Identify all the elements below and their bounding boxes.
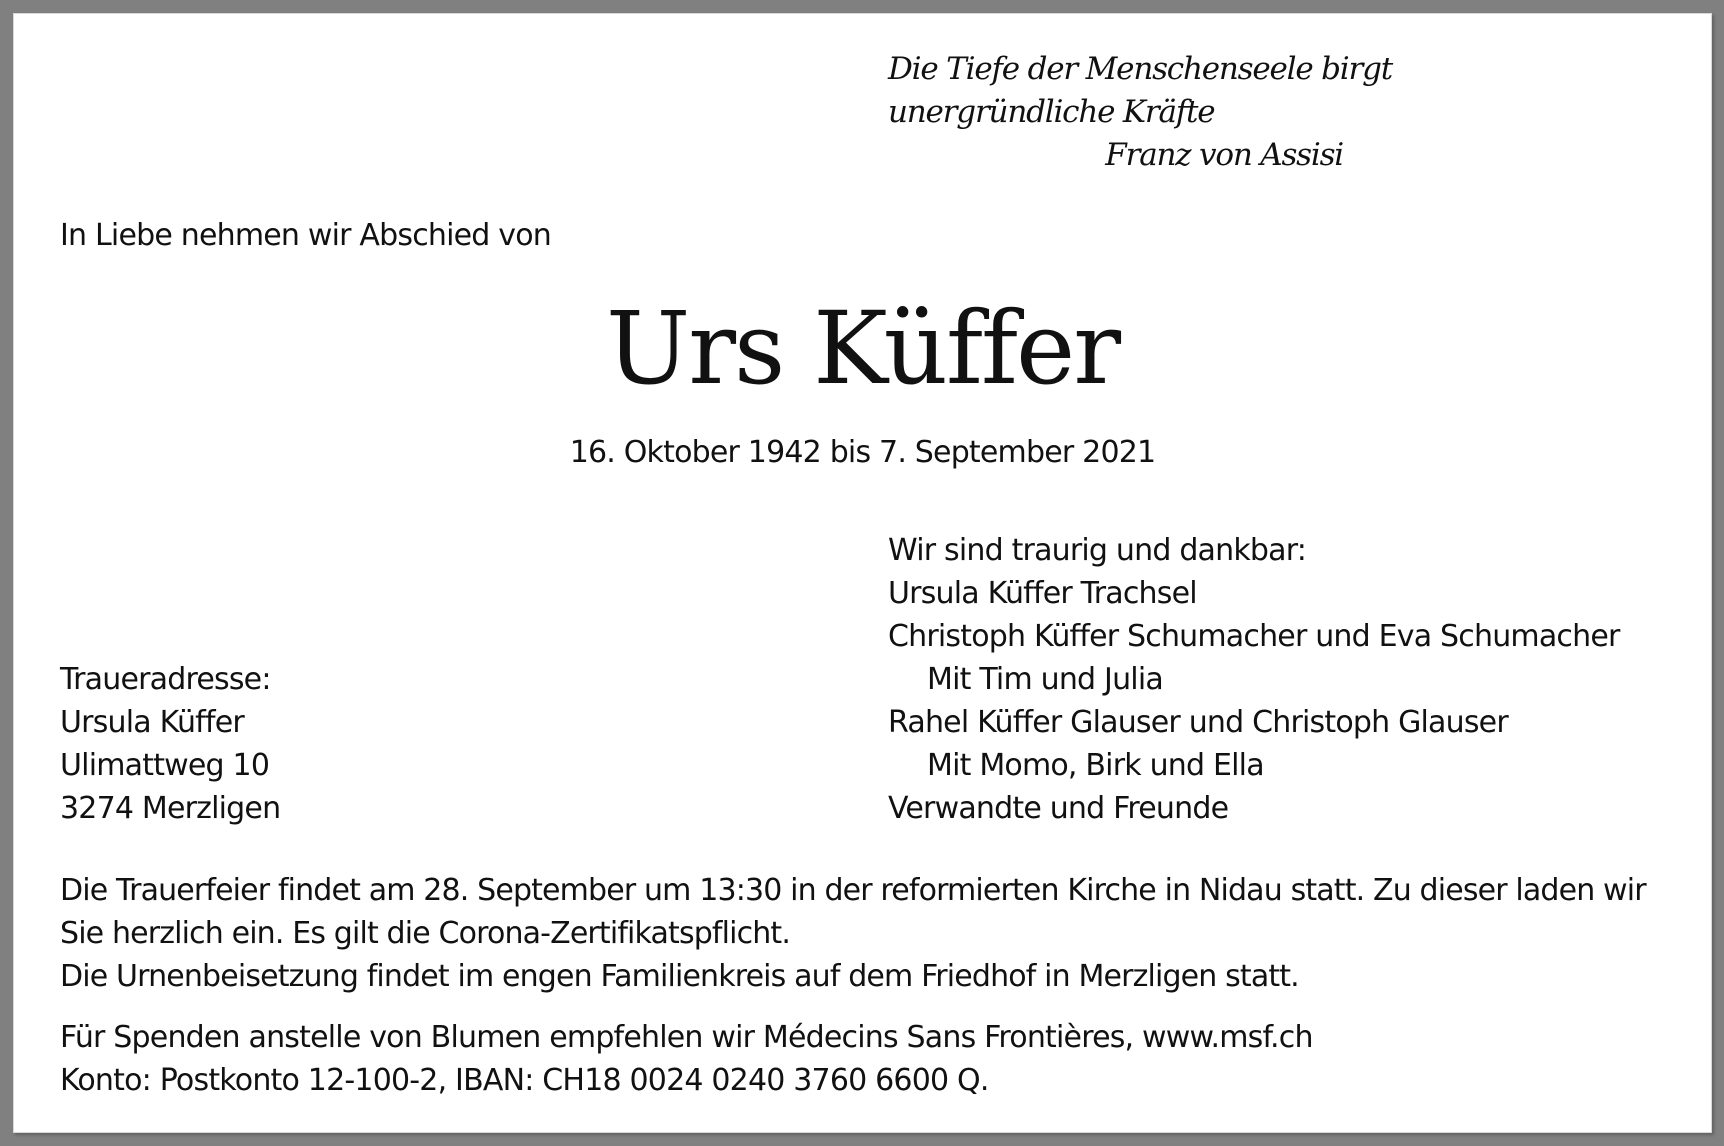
- mourner-line: Christoph Küffer Schumacher und Eva Schumacher: [888, 619, 1620, 654]
- donation-info: [60, 1016, 1313, 1102]
- address-line: 3274 Merzligen: [60, 791, 281, 826]
- mourner-line: Verwandte und Freunde: [888, 791, 1229, 826]
- obituary-notice: [13, 13, 1712, 1133]
- ceremony-line: Sie herzlich ein. Es gilt die Corona-Zertifikatspflicht.: [60, 916, 791, 951]
- mourner-line: Rahel Küffer Glauser und Christoph Glauser: [888, 705, 1508, 740]
- intro-text: In Liebe nehmen wir Abschied von: [60, 218, 551, 253]
- mourner-line: Mit Tim und Julia: [927, 662, 1163, 697]
- address-line: Ursula Küffer: [60, 705, 244, 740]
- motto-line: Die Tiefe der Menschenseele birgt: [888, 51, 1393, 87]
- address-heading: Traueradresse:: [60, 662, 271, 697]
- mourning-address: [60, 658, 280, 830]
- ceremony-info: [60, 869, 1646, 998]
- mourner-line: Ursula Küffer Trachsel: [888, 576, 1197, 611]
- life-dates: 16. Oktober 1942 bis 7. September 2021: [569, 435, 1156, 470]
- donation-line: Für Spenden anstelle von Blumen empfehlen wir Médecins Sans Frontières, www.msf.ch: [60, 1020, 1313, 1055]
- deceased-name: Urs Küffer: [605, 290, 1120, 407]
- mourners-list: [888, 529, 1620, 830]
- ceremony-line: Die Trauerfeier findet am 28. September um 13:30 in der reformierten Kirche in Nidau statt. Zu dieser laden wir: [60, 873, 1646, 908]
- mourners-heading: Wir sind traurig und dankbar:: [888, 533, 1307, 568]
- donation-line: Konto: Postkonto 12-100-2, IBAN: CH18 0024 0240 3760 6600 Q.: [60, 1063, 989, 1098]
- motto-quote: [888, 48, 1393, 177]
- ceremony-line: Die Urnenbeisetzung findet im engen Familienkreis auf dem Friedhof in Merzligen statt.: [60, 959, 1299, 994]
- motto-author: Franz von Assisi: [1105, 137, 1343, 173]
- motto-line: unergründliche Kräfte: [888, 94, 1215, 130]
- mourner-line: Mit Momo, Birk und Ella: [927, 748, 1264, 783]
- address-line: Ulimattweg 10: [60, 748, 270, 783]
